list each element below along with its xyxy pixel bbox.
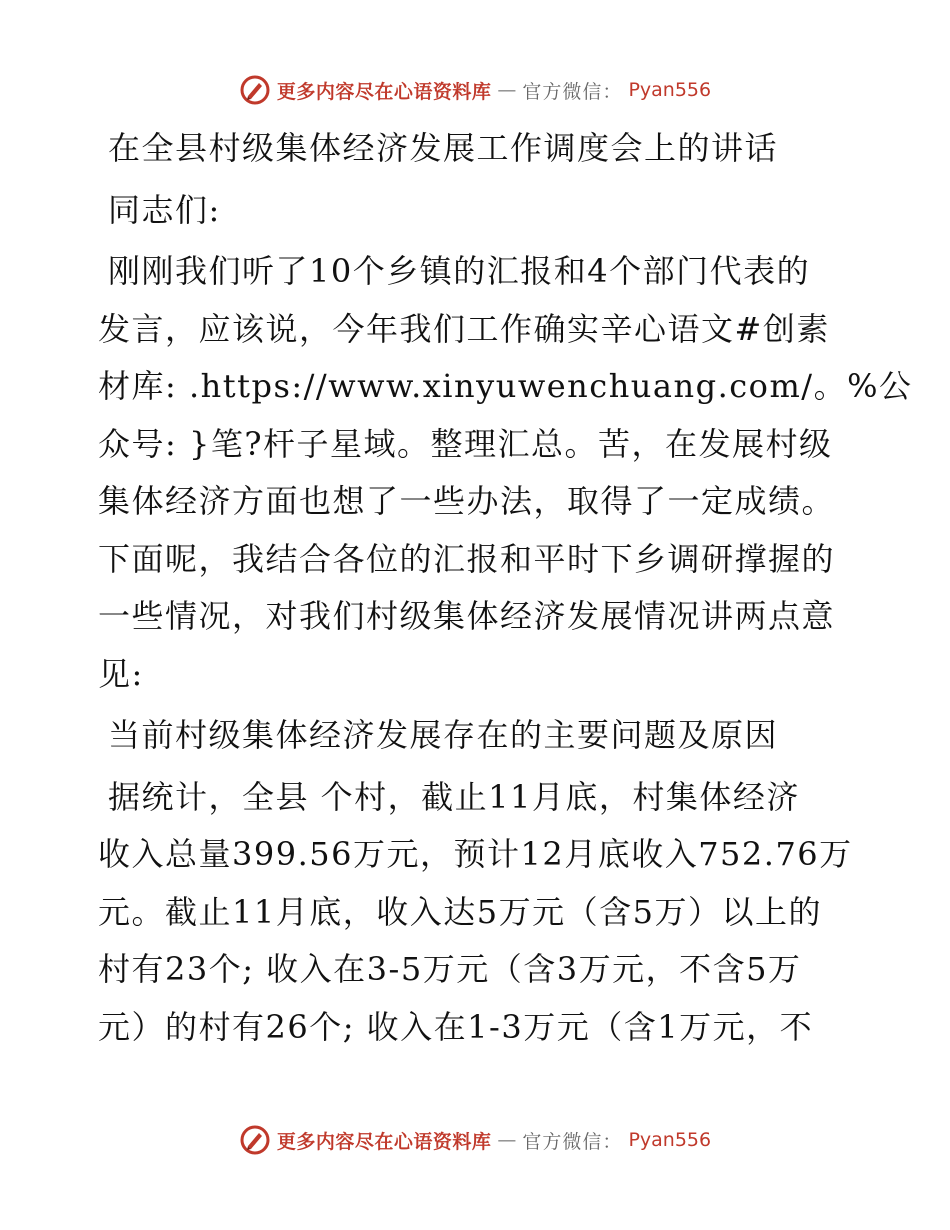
paragraph-1 xyxy=(98,243,913,703)
paragraph-2 xyxy=(98,769,858,1057)
watermark-brand: 更多内容尽在心语资料库 xyxy=(276,80,492,103)
watermark-label: 官方微信： xyxy=(522,1130,623,1153)
paragraph-line: 下面呢，我结合各位的汇报和平时下乡调研撑握的 xyxy=(98,539,836,578)
watermark-separator: — xyxy=(497,1129,517,1151)
footer-watermark xyxy=(0,1120,950,1160)
paragraph-line: 刚刚我们听了10个乡镇的汇报和4个部门代表的 xyxy=(108,252,811,290)
document-body xyxy=(98,120,913,1056)
brand-logo-icon xyxy=(239,74,271,106)
watermark-wechat-id: Pyan556 xyxy=(628,1129,712,1151)
paragraph-line: 元。截止11月底，收入达5万元（含5万）以上的 xyxy=(98,892,822,931)
watermark-wechat-id: Pyan556 xyxy=(628,79,712,101)
watermark-label: 官方微信： xyxy=(522,80,623,103)
watermark-brand: 更多内容尽在心语资料库 xyxy=(276,1130,492,1153)
paragraph-line: 据统计，全县 个村，截止11月底，村集体经济 xyxy=(108,777,800,816)
paragraph-line: 集体经济方面也想了一些办法，取得了一定成绩。 xyxy=(98,482,836,520)
paragraph-line: 元）的村有26个; 收入在1-3万元（含1万元，不 xyxy=(98,1007,814,1046)
paragraph-line: 众号: }笔?杆子星域。整理汇总。苦，在发展村级 xyxy=(98,424,833,463)
paragraph-line: 见: xyxy=(98,654,144,693)
paragraph-line: 收入总量399.56万元，预计12月底收入752.76万 xyxy=(98,835,853,873)
document-title: 在全县村级集体经济发展工作调度会上的讲话 xyxy=(108,129,779,167)
paragraph-line: 村有23个; 收入在3-5万元（含3万元，不含5万 xyxy=(98,950,802,988)
paragraph-line: 材库: .https://www.xinyuwenchuang.com/。%公 xyxy=(98,367,913,405)
paragraph-line: 发言，应该说，今年我们工作确实辛心语文#创素 xyxy=(98,309,830,348)
section-heading: 当前村级集体经济发展存在的主要问题及原因 xyxy=(108,716,779,754)
paragraph-line: 一些情况，对我们村级集体经济发展情况讲两点意 xyxy=(98,597,836,635)
brand-logo-icon xyxy=(239,1124,271,1156)
greeting: 同志们: xyxy=(108,190,221,229)
header-watermark xyxy=(0,70,950,110)
watermark-separator: — xyxy=(497,79,517,101)
